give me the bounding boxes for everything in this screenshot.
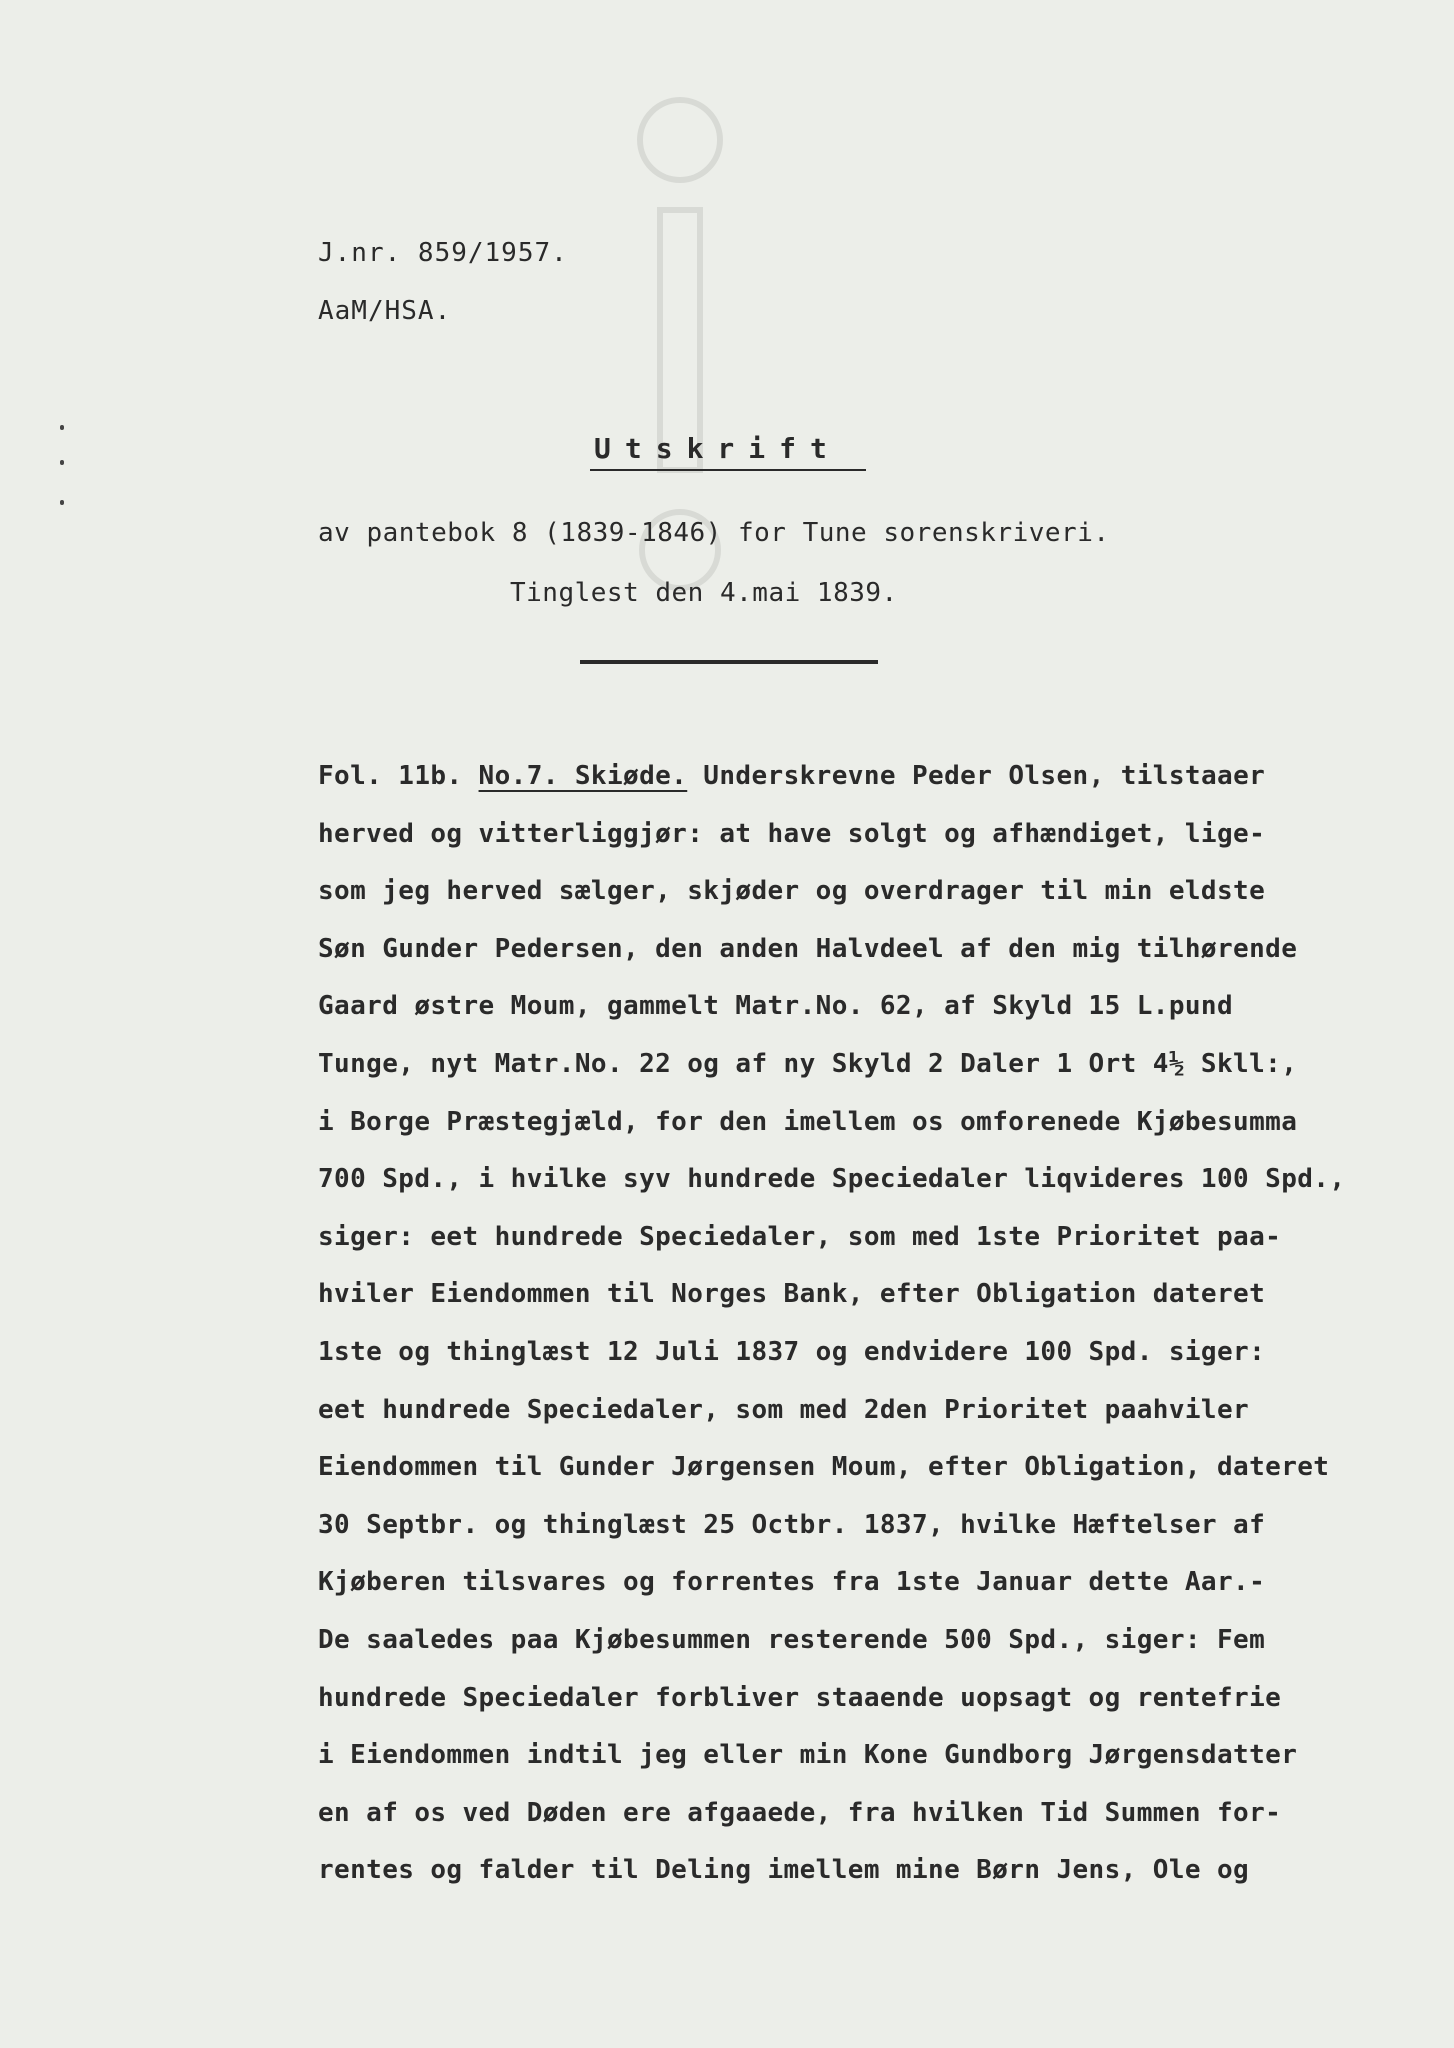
body-line: hundrede Speciedaler forbliver staaende uopsagt og rentefrie xyxy=(318,1682,1282,1713)
body-line: Kjøberen tilsvares og forrentes fra 1ste Januar dette Aar.- xyxy=(318,1567,1266,1598)
folio-reference: Fol. 11b. xyxy=(318,761,479,791)
body-line: De saaledes paa Kjøbesummen resterende 500 Spd., siger: Fem xyxy=(318,1624,1266,1655)
body-line: eet hundrede Speciedaler, som med 2den Prioritet paahviler xyxy=(318,1394,1250,1425)
body-line: en af os ved Døden ere afgaaede, fra hvilken Tid Summen for- xyxy=(318,1797,1282,1828)
deed-heading: No.7. Skiøde. xyxy=(478,761,688,791)
body-line: 30 Septbr. og thinglæst 25 Octbr. 1837, hvilke Hæftelser af xyxy=(318,1509,1266,1540)
subtitle-line-1: av pantebok 8 (1839-1846) for Tune sorenskriveri. xyxy=(318,518,1110,548)
deed-body xyxy=(318,748,1428,1900)
body-line: Tunge, nyt Matr.No. 22 og af ny Skyld 2 Daler 1 Ort 4½ Skll:, xyxy=(318,1048,1298,1079)
initials: AaM/HSA. xyxy=(318,296,452,326)
margin-punch-marks xyxy=(60,425,70,515)
body-line: Søn Gunder Pedersen, den anden Halvdeel af den mig tilhørende xyxy=(318,933,1298,964)
subtitle-line-2: Tinglest den 4.mai 1839. xyxy=(510,578,898,608)
body-first-line-rest: Underskrevne Peder Olsen, tilstaaer xyxy=(687,761,1266,791)
body-line: 700 Spd., i hvilke syv hundrede Speciedaler liqvideres 100 Spd., xyxy=(318,1164,1346,1195)
body-line: herved og vitterliggjør: at have solgt og afhændiget, lige- xyxy=(318,818,1266,849)
body-line: 1ste og thinglæst 12 Juli 1837 og endvidere 100 Spd. siger: xyxy=(318,1336,1266,1367)
body-line: i Borge Præstegjæld, for den imellem os omforenede Kjøbesumma xyxy=(318,1106,1298,1137)
body-line: hviler Eiendommen til Norges Bank, efter Obligation dateret xyxy=(318,1279,1266,1310)
body-line: som jeg herved sælger, skjøder og overdrager til min eldste xyxy=(318,876,1266,907)
section-divider xyxy=(580,660,878,664)
body-line: rentes og falder til Deling imellem mine Børn Jens, Ole og xyxy=(318,1855,1250,1886)
body-first-line xyxy=(318,748,1428,806)
page-title: Utskrift xyxy=(594,432,841,465)
body-line: siger: eet hundrede Speciedaler, som med 1ste Prioritet paa- xyxy=(318,1221,1282,1252)
body-line: Eiendommen til Gunder Jørgensen Moum, efter Obligation, dateret xyxy=(318,1452,1330,1483)
body-line: i Eiendommen indtil jeg eller min Kone Gundborg Jørgensdatter xyxy=(318,1740,1298,1771)
body-line: Gaard østre Moum, gammelt Matr.No. 62, af Skyld 15 L.pund xyxy=(318,991,1234,1022)
title-underline xyxy=(590,469,866,471)
journal-number: J.nr. 859/1957. xyxy=(318,238,568,268)
